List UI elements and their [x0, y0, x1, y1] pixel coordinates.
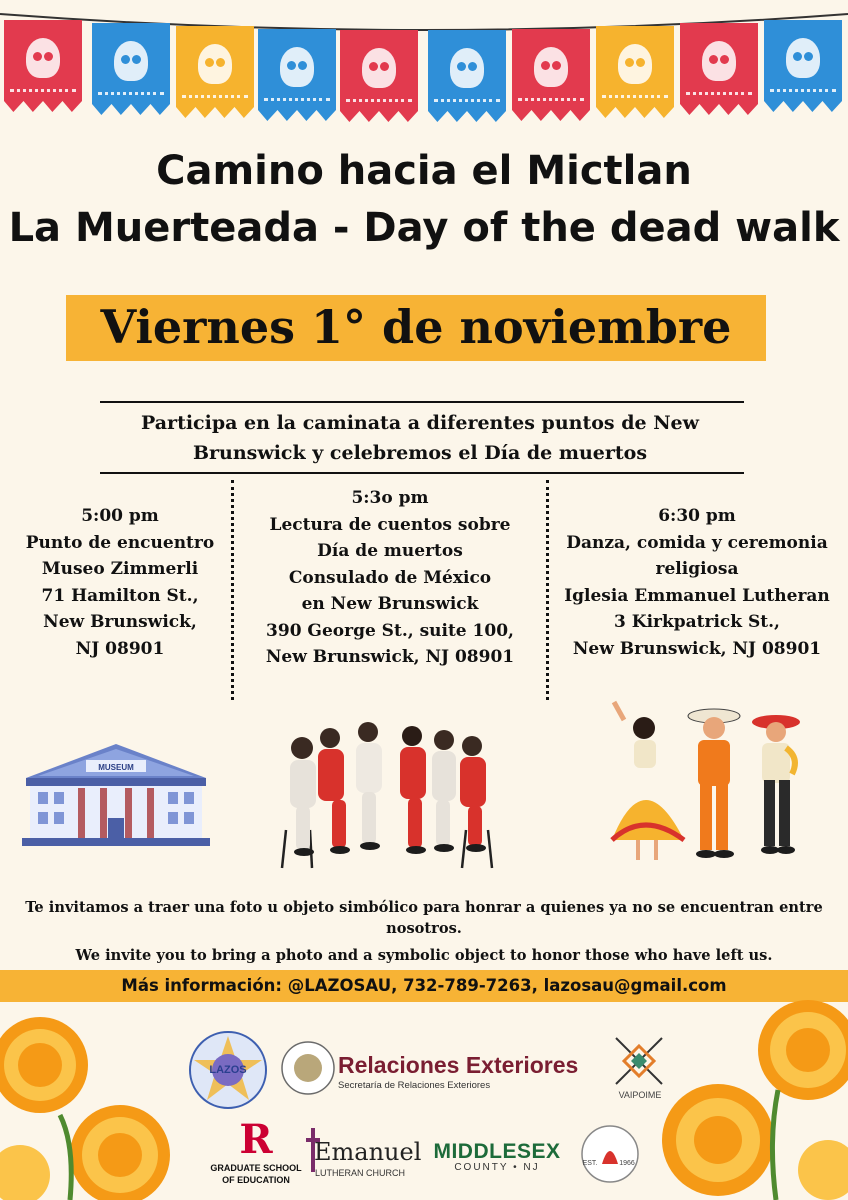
story-reading-illustration [272, 718, 502, 870]
stop-1-line: 5:00 pm [81, 506, 159, 526]
stop-2-line: Lectura de cuentos sobre [269, 514, 511, 535]
middlesex-name: MIDDLESEX [433, 1140, 561, 1163]
stop-2-line: 5:3o pm [351, 488, 429, 508]
invitation-es-line-1: Te invitamos a traer una foto u objeto simbólico para honrar a quienes ya no se encuentran entre [25, 899, 823, 916]
stop-2 [240, 485, 540, 671]
stop-3 [552, 503, 842, 662]
papel-picado-flag [340, 30, 418, 122]
invitation-es-line-2: nosotros. [386, 920, 462, 937]
skull-icon [114, 41, 148, 81]
seal-est: EST. [582, 1160, 598, 1167]
stop-3-line: Iglesia Emmanuel Lutheran [564, 585, 830, 606]
stop-1-line: NJ 08901 [75, 638, 165, 659]
rutgers-line-1: GRADUATE SCHOOL [210, 1163, 302, 1173]
stop-1 [10, 503, 230, 662]
seal-logo-icon [580, 1124, 640, 1184]
stop-2-line: Día de muertos [317, 541, 463, 561]
stop-2-line: en New Brunswick [301, 594, 479, 614]
papel-picado-flag [4, 20, 82, 112]
divider-bottom [100, 472, 744, 474]
stop-3-line: Danza, comida y ceremonia [566, 532, 828, 553]
vaipoime-text: VAIPOIME [618, 1090, 662, 1100]
stop-1-line: 71 Hamilton St., [41, 585, 199, 606]
papel-picado-flag [428, 30, 506, 122]
dancers-illustration [604, 700, 804, 870]
skull-icon [450, 48, 484, 88]
stop-1-line: New Brunswick, [43, 612, 197, 632]
stop-1-line: Museo Zimmerli [41, 559, 199, 579]
museum-label: MUSEUM [98, 763, 134, 772]
stop-2-line: 390 George St., suite 100, [266, 620, 514, 641]
stop-3-line: New Brunswick, NJ 08901 [572, 638, 822, 659]
papel-picado-flag [596, 26, 674, 118]
lazos-logo-text: LAZOS [209, 1064, 247, 1076]
stop-2-line: New Brunswick, NJ 08901 [265, 647, 515, 667]
skull-icon [702, 41, 736, 81]
emanuel-sub: LUTHERAN CHURCH [314, 1168, 405, 1178]
museum-illustration [16, 740, 216, 850]
vaipoime-logo-icon [612, 1034, 666, 1088]
papel-picado-flag [92, 23, 170, 115]
stop-3-line: religiosa [655, 559, 739, 579]
seal-year: 1966 [619, 1160, 635, 1167]
stop-3-line: 3 Kirkpatrick St., [614, 612, 780, 632]
stop-2-line: Consulado de México [288, 567, 492, 588]
event-date: Viernes 1° de noviembre [100, 300, 732, 354]
skull-icon [534, 47, 568, 87]
rutgers-line-2: OF EDUCATION [222, 1175, 290, 1185]
relaciones-subtitle: Secretaría de Relaciones Exteriores [338, 1080, 491, 1091]
emanuel-name: Emanuel [314, 1138, 422, 1166]
title-line-1: Camino hacia el Mictlan [156, 148, 692, 194]
intro-line-2: Brunswick y celebremos el Día de muertos [192, 442, 648, 464]
skull-icon [26, 38, 60, 78]
skull-icon [786, 38, 820, 78]
skull-icon [618, 44, 652, 84]
sre-seal-icon [280, 1040, 336, 1096]
more-info-text: Más información: @LAZOSAU, 732-789-7263, lazosau@gmail.com [121, 976, 727, 995]
intro-text [100, 408, 740, 468]
marigold-right [648, 1000, 848, 1200]
stop-3-line: 6:30 pm [658, 506, 736, 526]
papel-picado-flag [680, 23, 758, 115]
papel-picado-flag [764, 20, 842, 112]
dotted-separator-2 [546, 480, 549, 700]
divider-top [100, 401, 744, 403]
skull-icon [280, 47, 314, 87]
skull-icon [362, 48, 396, 88]
papel-picado-flag [512, 29, 590, 121]
stop-1-line: Punto de encuentro [25, 532, 215, 553]
relaciones-title: Relaciones Exteriores [338, 1052, 579, 1078]
dotted-separator-1 [231, 480, 234, 700]
title-line-2: La Muerteada - Day of the dead walk [8, 205, 840, 251]
marigold-left [0, 1005, 190, 1200]
invitation-en: We invite you to bring a photo and a symbolic object to honor those who have left us. [75, 947, 773, 964]
intro-line-1: Participa en la caminata a diferentes puntos de New [140, 412, 700, 434]
middlesex-sub: COUNTY • NJ [454, 1162, 540, 1173]
papel-picado-flag [176, 26, 254, 118]
papel-picado-flag [258, 29, 336, 121]
rutgers-r-logo: R [239, 1116, 273, 1163]
skull-icon [198, 44, 232, 84]
